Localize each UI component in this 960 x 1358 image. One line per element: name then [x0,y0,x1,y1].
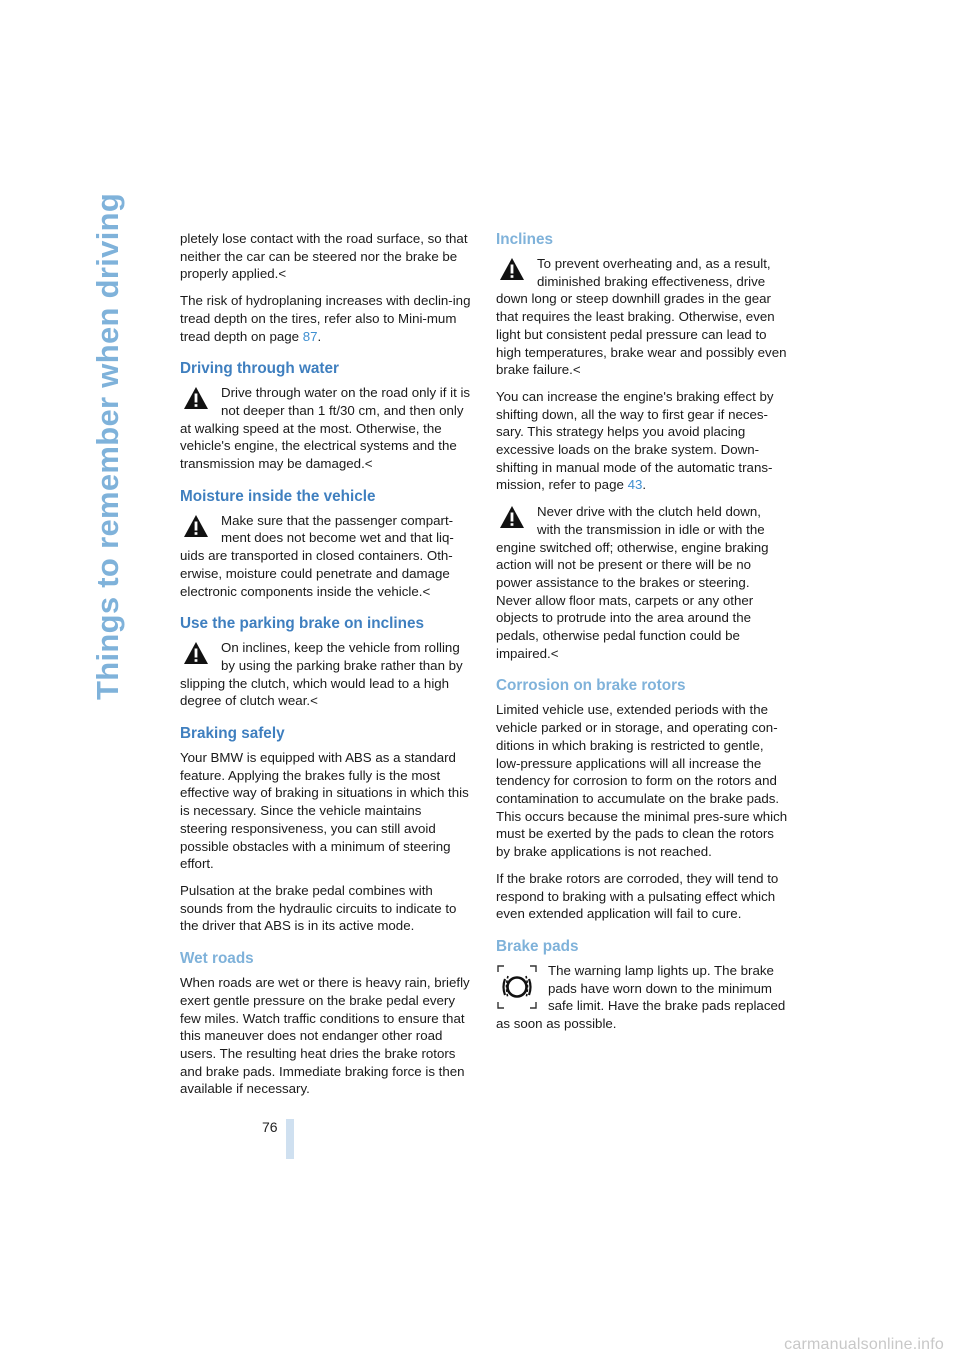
paragraph: When roads are wet or there is heavy rain, briefly exert gentle pressure on the brake pedal every few miles. Watch traffic conditions to ensure that this maneuver does not endanger other road users. The resulting heat dries the brake rotors and brake pads. Immediate braking force is then available if necessary. [180,975,470,1097]
paragraph: The warning lamp lights up. The brake pads have worn down to the minimum safe limit. Have the brake pads replaced as soon as possible. [496,962,786,1032]
paragraph: If the brake rotors are corroded, they will tend to respond to braking with a pulsating effect which even extended application will fail to cure. [496,870,779,922]
end-mark: < [364,456,373,472]
heading-braking-safely: Braking safely [180,725,285,743]
watermark-text: carmanualsonline.info [784,1336,944,1353]
paragraph: Your BMW is equipped with ABS as a standard feature. Applying the brakes fully is the most effective way of braking in situations in which this is necessary. Since the vehicle maintains steering responsiveness, you can still avoid possible obstacles with a minimum of steering effort. [180,750,469,872]
warning-paragraph: Never drive with the clutch held down, with the transmission in idle or with the engine switched off; otherwise, engine braking action will not be present or there will be no power assistance to the brakes or steering. Never allow floor mats, carpets or any other objects to protrude into the area around the pedals, otherwise pedal function could be impaired.< [496,504,769,661]
chapter-side-title: Things to remember when driving [90,192,125,700]
warning-triangle-icon [183,514,209,538]
page-number: 76 [262,1119,278,1135]
heading-parking-brake-inclines: Use the parking brake on inclines [180,615,424,633]
warning-triangle-icon [183,641,209,665]
warning-paragraph: To prevent overheating and, as a result, diminished braking effectiveness, drive down long or steep downhill grades in the gear that requires the least braking. Otherwise, even light but consistent pedal pressure can lead to high temperatures, brake wear and possibly even brake failure.< [496,256,787,378]
heading-moisture-inside-vehicle: Moisture inside the vehicle [180,487,376,505]
left-column [180,230,472,1107]
end-mark: < [278,266,287,282]
warning-paragraph: On inclines, keep the vehicle from rolling by using the parking brake rather than by slipping the clutch, which would lead to a high degree of clutch wear.< [180,640,463,709]
paragraph: The risk of hydroplaning increases with declin-ing tread depth on the tires, refer also to Mini-mum tread depth on page 87. [180,293,471,344]
end-mark: < [422,583,431,599]
warning-triangle-icon [183,386,209,410]
heading-brake-pads: Brake pads [496,937,579,955]
warning-paragraph: Drive through water on the road only if it is not deeper than 1 ft/30 cm, and then only at walking speed at the most. Otherwise, the vehicle's engine, the electrical systems and the transmission may be damaged.< [180,385,471,472]
end-mark: < [310,693,318,709]
end-mark: < [572,362,581,378]
paragraph: Pulsation at the brake pedal combines with sounds from the hydraulic circuits to indicate to the driver that ABS is in its active mode. [180,882,457,934]
paragraph: pletely lose contact with the road surface, so that neither the car can be steered nor the brake be properly applied.< [180,231,468,282]
warning-paragraph: Make sure that the passenger compart-ment does not become wet and that liq-uids are transported in closed containers. Oth-erwise, moisture could penetrate and damage electronic components inside the vehicle.< [180,512,454,599]
heading-driving-through-water: Driving through water [180,360,339,378]
page-number-bar [286,1119,294,1159]
page-link-43[interactable]: 43 [627,477,643,493]
brake-pad-warning-lamp-icon [496,964,538,1010]
paragraph: You can increase the engine's braking effect by shifting down, all the way to first gear if neces-sary. This strategy helps you avoid placing excessive loads on the brake system. Down-shifting in manual mode of the automatic trans-mission, refer to page 43. [496,388,774,493]
warning-triangle-icon [499,257,525,281]
heading-corrosion-brake-rotors: Corrosion on brake rotors [496,677,686,695]
paragraph: Limited vehicle use, extended periods with the vehicle parked or in storage, and operating con-ditions in which braking is restricted to gentle, low-pressure applications will all increase the tendency for corrosion to form on the rotors and contamination to accumulate on the brake pads. This occurs because the minimal pres-sure which must be exerted by the pads to clean the rotors by brake applications is not reached. [496,702,788,860]
page-link-87[interactable]: 87 [302,328,318,344]
heading-wet-roads: Wet roads [180,950,254,968]
right-column [496,230,788,1042]
end-mark: < [550,645,559,661]
heading-inclines: Inclines [496,231,553,248]
warning-triangle-icon [499,505,525,529]
